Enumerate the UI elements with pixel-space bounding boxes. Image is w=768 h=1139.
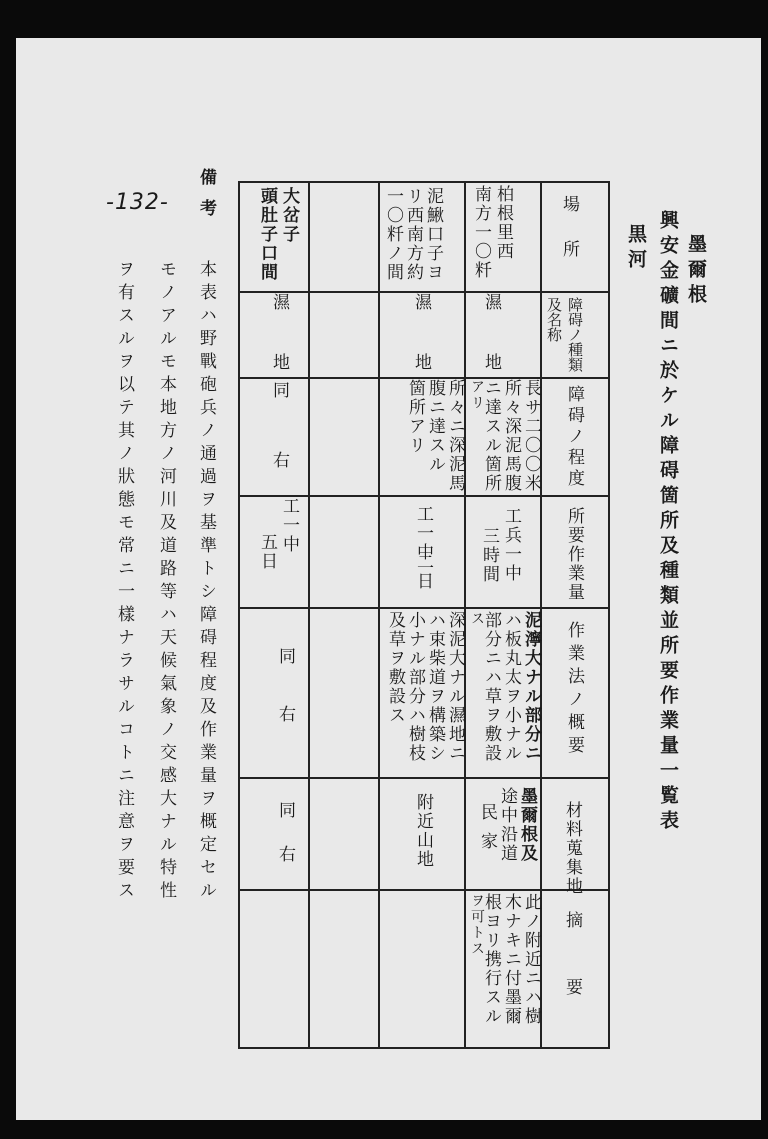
row2-place-a: 泥鰍口子ヨ bbox=[423, 187, 443, 282]
row1-materials-c: 民家 bbox=[477, 803, 497, 861]
row1-place-b: 南方一〇粁 bbox=[471, 185, 491, 280]
header-work-method: 作業法ノ概要 bbox=[564, 621, 584, 759]
title-line-3: 黒河 bbox=[625, 224, 647, 274]
row1-summary-c: 根ヨリ携行スル bbox=[481, 893, 501, 1026]
row2-degree-a: 所々ニ深泥馬 bbox=[445, 379, 465, 493]
header-place: 場所 bbox=[559, 195, 579, 285]
row3-type: 濕 bbox=[269, 293, 289, 312]
row2-work-b: 二日 bbox=[413, 553, 433, 591]
row3-type-sub: 地 bbox=[269, 353, 289, 372]
row1-materials-b: 途中沿道 bbox=[497, 787, 517, 863]
row1-materials-a: 墨爾根及 bbox=[517, 787, 537, 863]
remarks-line-1: 本表ハ野戰砲兵ノ通過ヲ基準トシ障碍程度及作業量ヲ概定セル bbox=[196, 260, 216, 904]
row1-method-d: ス bbox=[469, 611, 485, 627]
row1-summary-d: ヲ可トス bbox=[469, 893, 485, 957]
row1-type-sub: 地 bbox=[481, 353, 501, 372]
row1-summary-a: 此ノ附近ニハ樹 bbox=[521, 893, 541, 1026]
row1-degree-a: 長サ二〇〇米 bbox=[521, 379, 541, 493]
row3-work-a: 工一中 bbox=[279, 497, 299, 554]
row3-method-b: 右 bbox=[275, 705, 295, 724]
row2-method-d: 及草ヲ敷設ス bbox=[385, 611, 405, 725]
page-number: -132- bbox=[106, 190, 169, 215]
row3-degree-b: 右 bbox=[269, 451, 289, 470]
remarks-line-3: ヲ有スルヲ以テ其ノ狀態モ常ニ一樣ナラサルコトニ注意ヲ要ス bbox=[114, 260, 134, 904]
row2-place-c: 一〇粁ノ間 bbox=[383, 187, 403, 282]
row3-method-a: 同 bbox=[275, 647, 295, 666]
row1-degree-b: 所々深泥馬腹 bbox=[501, 379, 521, 493]
row2-materials: 附近山地 bbox=[413, 793, 433, 869]
row1-work-b: 三時間 bbox=[479, 527, 499, 584]
row1-summary-b: 木ナキニ付墨爾 bbox=[501, 893, 521, 1026]
row2-degree-c: 箇所アリ bbox=[405, 379, 425, 455]
row2-degree-b: 腹ニ達スル bbox=[425, 379, 445, 474]
row3-materials-b: 右 bbox=[275, 845, 295, 864]
header-materials: 材料蒐集地 bbox=[562, 801, 582, 896]
row1-type: 濕 bbox=[481, 293, 501, 312]
title-line-2: 興安金礦間ニ於ケル障碍箇所及種類並所要作業量一覧表 bbox=[657, 210, 679, 835]
remarks-line-2: モノアルモ本地方ノ河川及道路等ハ天候氣象ノ交感大ナル特性 bbox=[156, 260, 176, 904]
header-summary: 摘要 bbox=[562, 911, 582, 1045]
row2-type-sub: 地 bbox=[411, 353, 431, 372]
row2-method-b: ハ束柴道ヲ構築シ bbox=[425, 611, 445, 763]
row3-materials-a: 同 bbox=[275, 801, 295, 820]
row1-method-b: ハ板丸太ヲ小ナル bbox=[501, 611, 521, 763]
document-page bbox=[16, 38, 761, 1120]
row3-degree-a: 同 bbox=[269, 381, 289, 400]
obstacle-table bbox=[238, 181, 610, 1049]
row1-degree-d: アリ bbox=[469, 379, 485, 411]
row1-work-a: 工兵一中 bbox=[501, 507, 521, 583]
row2-place-b: リ西南方約 bbox=[403, 187, 423, 282]
row3-place-b: 頭肚子口間 bbox=[257, 187, 277, 282]
row3-place-a: 大岔子 bbox=[279, 187, 299, 244]
row2-work-a: 工一中 bbox=[413, 505, 433, 562]
header-obstacle-degree: 障碍ノ程度 bbox=[564, 385, 584, 490]
row1-place-a: 柏根里西 bbox=[493, 185, 513, 261]
row1-method-a: 泥濘大ナル部分ニ bbox=[521, 611, 541, 763]
row3-work-b: 五日 bbox=[257, 533, 277, 571]
row2-method-c: 小ナル部分ハ樹枝 bbox=[405, 611, 425, 763]
row1-degree-c: ニ達スル箇所 bbox=[481, 379, 501, 493]
header-obstacle-type: 障碍ノ種類及名称 bbox=[545, 297, 584, 372]
title-line-1: 墨爾根 bbox=[685, 234, 707, 309]
row2-method-a: 深泥大ナル濕地ニ bbox=[445, 611, 465, 763]
row2-type: 濕 bbox=[411, 293, 431, 312]
header-work-amount: 所要作業量 bbox=[564, 507, 584, 602]
remarks-label: 備考 bbox=[196, 168, 216, 230]
row1-method-c: 部分ニハ草ヲ敷設 bbox=[481, 611, 501, 763]
